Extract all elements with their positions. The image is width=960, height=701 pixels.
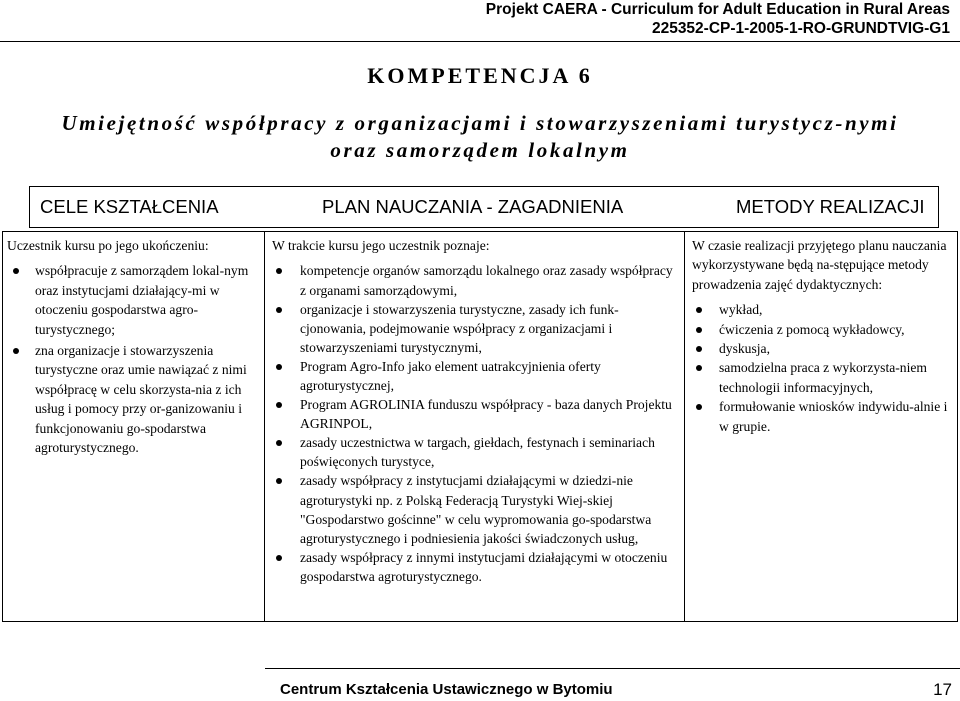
list-item: dyskusja,	[692, 339, 954, 358]
document-header	[486, 0, 950, 38]
list-item: zna organizacje i stowarzyszenia turystyczne oraz umie nawiązać z nimi współpracę w celu skorzysta-nia z ich usług i pomocy przy or-ganizowaniu i funkcjonowaniu go-spodarstwa agroturystycznego.	[7, 341, 255, 457]
header-teaching-plan: PLAN NAUCZANIA - ZAGADNIENIA	[322, 196, 624, 217]
list-item: wykład,	[692, 300, 954, 319]
plan-list	[272, 261, 680, 586]
list-item: kompetencje organów samorządu lokalnego oraz zasady współpracy z organami samorządowymi,	[272, 261, 680, 299]
list-item: Program Agro-Info jako element uatrakcyjnienia oferty agroturystycznej,	[272, 357, 680, 395]
list-item: organizacje i stowarzyszenia turystyczne, zasady ich funk-cjonowania, podejmowanie współpracy z organizacjami i stowarzyszeniami turystycznymi,	[272, 300, 680, 357]
goals-list	[7, 261, 255, 457]
learning-goals-column	[7, 236, 255, 457]
page-number: 17	[933, 680, 952, 699]
header-code-line: 225352-CP-1-2005-1-RO-GRUNDTVIG-G1	[651, 20, 950, 37]
header-learning-goals: CELE KSZTAŁCENIA	[40, 196, 219, 217]
header-methods: METODY REALIZACJI	[736, 196, 925, 217]
list-item: ćwiczenia z pomocą wykładowcy,	[692, 320, 954, 339]
list-item: formułowanie wniosków indywidu-alnie i w grupie.	[692, 397, 954, 436]
competence-subtitle: Umiejętność współpracy z organizacjami i stowarzyszeniami turystycz-nymi oraz samorządem lokalnym	[61, 111, 899, 162]
list-item: współpracuje z samorządem lokal-nym oraz instytucjami działający-mi w otoczeniu gospodarstwa agro-turystycznego;	[7, 261, 255, 339]
list-item: Program AGROLINIA funduszu współpracy - baza danych Projektu AGRINPOL,	[272, 395, 680, 433]
header-project-line: Projekt CAERA - Curriculum for Adult Education in Rural Areas	[485, 1, 950, 18]
methods-list	[692, 300, 954, 436]
competence-title: KOMPETENCJA 6	[367, 63, 593, 88]
list-item: zasady współpracy z instytucjami działającymi w dziedzi-nie agroturystyki np. z Polską Federacją Turystyki Wiej-skiej "Gospodarstwo gościnne" w celu wypromowania go-spodarstwa agroturystycznego i podniesienia jakości świadczonych usług,	[272, 471, 680, 547]
footer-institution: Centrum Kształcenia Ustawicznego w Bytomiu	[280, 681, 613, 698]
list-item: samodzielna praca z wykorzysta-niem technologii informacyjnych,	[692, 358, 954, 397]
column-divider-1	[264, 231, 265, 622]
column-divider-2	[684, 231, 685, 622]
header-rule	[0, 41, 960, 42]
footer-rule	[265, 668, 960, 669]
plan-intro: W trakcie kursu jego uczestnik poznaje:	[272, 238, 490, 253]
list-item: zasady uczestnictwa w targach, giełdach, festynach i seminariach poświęconych turystyce,	[272, 433, 680, 471]
teaching-plan-column	[272, 236, 680, 586]
list-item: zasady współpracy z innymi instytucjami działającymi w otoczeniu gospodarstwa agroturystycznego.	[272, 548, 680, 586]
methods-column	[692, 236, 954, 436]
methods-intro: W czasie realizacji przyjętego planu nauczania wykorzystywane będą na-stępujące metody prowadzenia zajęć dydaktycznych:	[692, 238, 947, 292]
goals-intro: Uczestnik kursu po jego ukończeniu:	[7, 238, 209, 253]
